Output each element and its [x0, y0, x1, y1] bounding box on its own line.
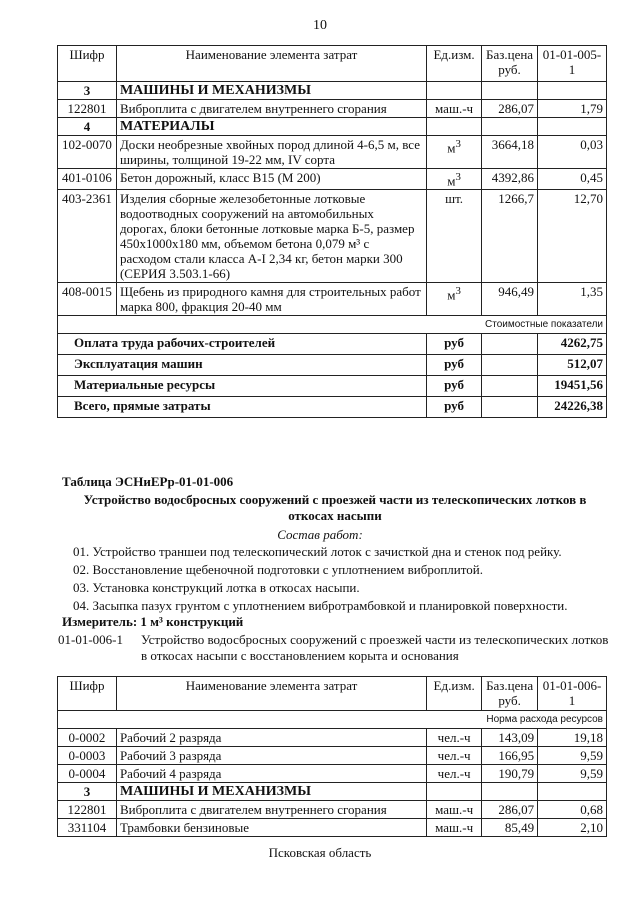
row-value: 19,18 [538, 729, 607, 747]
total-value: 512,07 [538, 355, 607, 376]
norm-header-label: Норма расхода ресурсов [58, 711, 607, 729]
row-name: Щебень из природного камня для строительных работ марка 800, фракция 20-40 мм [116, 283, 426, 316]
row-name: Рабочий 2 разряда [116, 729, 426, 747]
section-row [58, 118, 607, 136]
row-price: 946,49 [482, 283, 538, 316]
row-name: Виброплита с двигателем внутреннего сгорания [116, 100, 426, 118]
row-name: Рабочий 3 разряда [116, 747, 426, 765]
item-description: Устройство водосбросных сооружений с проезжей части из телескопических лотков в откосах насыпи с восстановлением корыта и основания [141, 632, 609, 663]
row-unit: маш.-ч [427, 819, 482, 837]
row-unit: чел.-ч [427, 729, 482, 747]
section-number: 3 [58, 783, 117, 801]
row-price: 4392,86 [482, 169, 538, 190]
row-price: 190,79 [482, 765, 538, 783]
header-price: Баз.цена руб. [482, 677, 538, 711]
cost-table-2 [57, 676, 607, 837]
row-value: 1,79 [538, 100, 607, 118]
page-number: 10 [313, 18, 327, 33]
row-value: 2,10 [538, 819, 607, 837]
row-unit: чел.-ч [427, 747, 482, 765]
row-value: 0,03 [538, 136, 607, 169]
section-row [58, 82, 607, 100]
total-label: Эксплуатация машин [58, 355, 427, 376]
section-number: 4 [58, 118, 117, 136]
row-price: 286,07 [482, 100, 538, 118]
header-code: Шифр [58, 46, 117, 82]
meter-label: Измеритель: 1 м³ конструкций [62, 614, 244, 629]
total-value: 4262,75 [538, 334, 607, 355]
header-norm: 01-01-006-1 [538, 677, 607, 711]
row-price: 166,95 [482, 747, 538, 765]
header-norm: 01-01-005-1 [538, 46, 607, 82]
row-value: 12,70 [538, 190, 607, 283]
row-code: 122801 [58, 100, 117, 118]
row-code: 331104 [58, 819, 117, 837]
section-title: МАШИНЫ И МЕХАНИЗМЫ [116, 82, 426, 100]
table-row [58, 100, 607, 118]
row-value: 0,68 [538, 801, 607, 819]
total-unit: руб [427, 397, 482, 418]
table-header-row [58, 46, 607, 82]
row-code: 0-0004 [58, 765, 117, 783]
total-row [58, 397, 607, 418]
row-price: 85,49 [482, 819, 538, 837]
work-item: 03. Установка конструкций лотка в откосах насыпи. [73, 580, 360, 595]
row-price: 286,07 [482, 801, 538, 819]
item-code: 01-01-006-1 [58, 632, 123, 647]
footer-region: Псковская область [268, 845, 372, 860]
work-item: 02. Восстановление щебеночной подготовки с уплотнением виброплитой. [73, 562, 483, 577]
row-unit: $м^3$ [427, 136, 482, 169]
total-label: Оплата труда рабочих-строителей [58, 334, 427, 355]
total-row [58, 355, 607, 376]
row-value: 9,59 [538, 765, 607, 783]
header-unit: Ед.изм. [427, 46, 482, 82]
section-title: МАТЕРИАЛЫ [116, 118, 426, 136]
row-code: 102-0070 [58, 136, 117, 169]
row-value: 1,35 [538, 283, 607, 316]
total-unit: руб [427, 376, 482, 397]
row-code: 403-2361 [58, 190, 117, 283]
section-row [58, 783, 607, 801]
table-header-row [58, 677, 607, 711]
row-unit: шт. [427, 190, 482, 283]
table-row [58, 819, 607, 837]
row-name: Бетон дорожный, класс В15 (М 200) [116, 169, 426, 190]
total-label: Материальные ресурсы [58, 376, 427, 397]
section-number: 3 [58, 82, 117, 100]
row-value: 0,45 [538, 169, 607, 190]
total-row [58, 334, 607, 355]
table-row [58, 747, 607, 765]
norm-header-row [58, 711, 607, 729]
composition-title: Состав работ: [277, 527, 363, 542]
row-unit: чел.-ч [427, 765, 482, 783]
total-value: 19451,56 [538, 376, 607, 397]
header-unit: Ед.изм. [427, 677, 482, 711]
table-row [58, 765, 607, 783]
total-label: Всего, прямые затраты [58, 397, 427, 418]
row-price: 1266,7 [482, 190, 538, 283]
cost-indicators-header [58, 316, 607, 334]
table-row [58, 169, 607, 190]
row-unit: маш.-ч [427, 100, 482, 118]
row-code: 408-0015 [58, 283, 117, 316]
row-unit: $м^3$ [427, 169, 482, 190]
table-row [58, 190, 607, 283]
header-price: Баз.цена руб. [482, 46, 538, 82]
table-row [58, 801, 607, 819]
table-caption: Таблица ЭСНиЕРр-01-01-006 [62, 474, 234, 489]
header-name: Наименование элемента затрат [116, 677, 426, 711]
total-value: 24226,38 [538, 397, 607, 418]
table-row [58, 283, 607, 316]
cost-table-1 [57, 45, 607, 418]
row-name: Изделия сборные железобетонные лотковые водоотводных сооружений на автомобильных дорогах, блоки бетонные лотковые марка Б-5, размер 450х1000х180 мм, объемом бетона 0,079 м³ с расходом стали класса А-I 2,34 кг, бетон марки 300 (СЕРИЯ 3.503.1-66) [116, 190, 426, 283]
header-name: Наименование элемента затрат [116, 46, 426, 82]
work-item: 04. Засыпка пазух грунтом с уплотнением вибротрамбовкой и планировкой поверхности. [73, 598, 568, 613]
row-name: Доски необрезные хвойных пород длиной 4-6,5 м, все ширины, толщиной 19-22 мм, IV сорта [116, 136, 426, 169]
work-item: 01. Устройство траншеи под телескопический лоток с зачисткой дна и стенок под рейку. [73, 544, 562, 559]
total-row [58, 376, 607, 397]
header-code: Шифр [58, 677, 117, 711]
total-unit: руб [427, 355, 482, 376]
row-code: 0-0003 [58, 747, 117, 765]
total-unit: руб [427, 334, 482, 355]
row-unit: $м^3$ [427, 283, 482, 316]
cost-indicators-label: Стоимостные показатели [58, 316, 607, 334]
row-name: Трамбовки бензиновые [116, 819, 426, 837]
row-unit: маш.-ч [427, 801, 482, 819]
row-code: 401-0106 [58, 169, 117, 190]
row-value: 9,59 [538, 747, 607, 765]
table-row [58, 136, 607, 169]
section-title: Устройство водосбросных сооружений с проезжей части из телескопических лотков в откосах насыпи [83, 492, 587, 523]
row-code: 0-0002 [58, 729, 117, 747]
section-title: МАШИНЫ И МЕХАНИЗМЫ [116, 783, 426, 801]
row-name: Рабочий 4 разряда [116, 765, 426, 783]
row-price: 3664,18 [482, 136, 538, 169]
row-price: 143,09 [482, 729, 538, 747]
row-name: Виброплита с двигателем внутреннего сгорания [116, 801, 426, 819]
table-row [58, 729, 607, 747]
row-code: 122801 [58, 801, 117, 819]
